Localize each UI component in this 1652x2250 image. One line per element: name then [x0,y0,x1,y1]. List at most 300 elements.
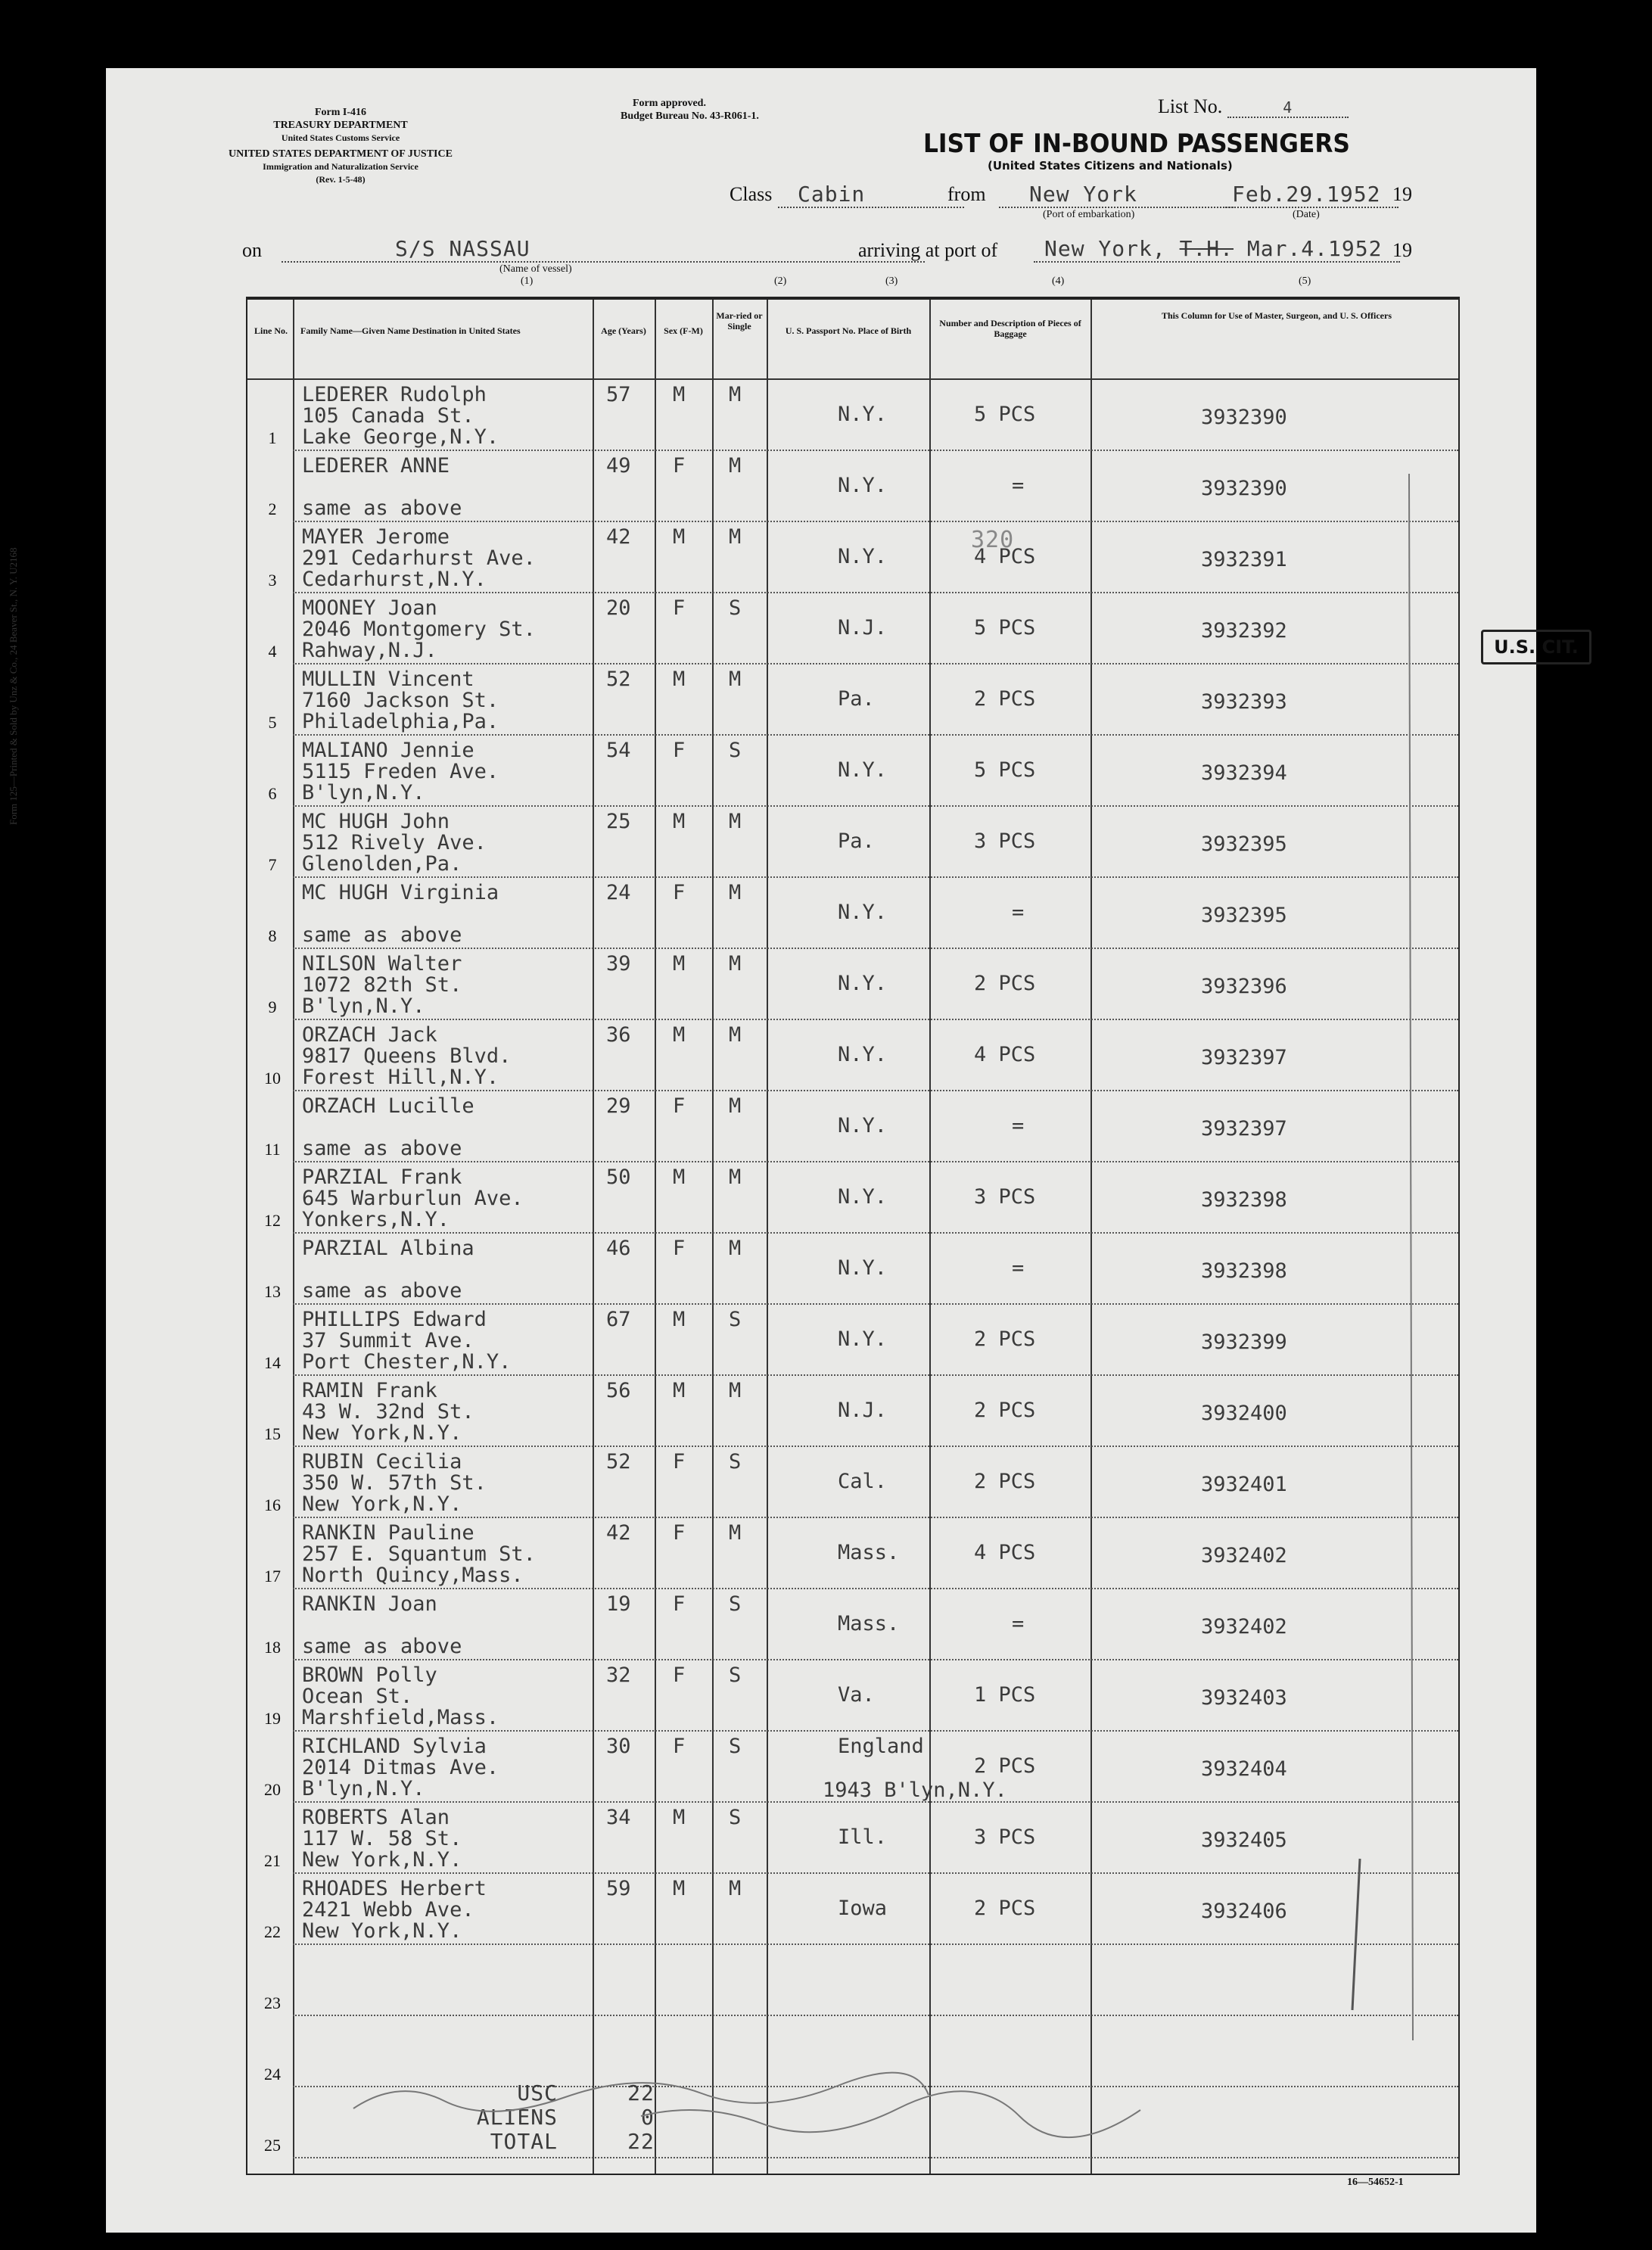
table-row [247,593,1458,664]
cell-name-line: LEDERER ANNE [302,454,450,478]
cell-marital-status: M [729,1521,742,1545]
cell-addr-line2: B'lyn,N.Y. [302,1777,425,1800]
cell-name-line: RHOADES Herbert [302,1877,487,1900]
line-number: 9 [268,997,277,1016]
cell-addr-line1: 257 E. Squantum St. [302,1542,536,1566]
table-row [247,736,1458,807]
cell-sex: M [673,1806,686,1829]
cell-addr-line2: Lake George,N.Y. [302,425,499,449]
vessel-name: S/S NASSAU [282,236,925,263]
cell-sex: F [673,454,686,478]
cell-baggage: 2 PCS [974,972,1036,995]
cell-addr-line2: New York,N.Y. [302,1919,462,1943]
cell-addr-line1: 350 W. 57th St. [302,1471,487,1495]
line-number: 4 [268,642,277,661]
cell-name-line: RANKIN Joan [302,1592,437,1616]
cell-addr-line2: same as above [302,923,462,947]
class-value: Cabin [778,182,964,208]
col-num-4: (4) [1052,275,1065,287]
cell-baggage: = [1012,1256,1025,1280]
cell-addr-line1: 645 Warburlun Ave. [302,1187,524,1210]
vessel-caption: (Name of vessel) [499,263,572,275]
aliens-label: ALIENS [476,2105,558,2130]
cell-baggage: = [1012,1114,1025,1137]
cell-age: 46 [606,1237,631,1260]
cell-birthplace: N.Y. [838,403,888,426]
cell-age: 20 [606,596,631,620]
table-row [247,1874,1458,1945]
col-age: Age (Years) [601,325,646,336]
date-caption: (Date) [1293,209,1320,220]
cell-addr-line2: Marshfield,Mass. [302,1706,499,1729]
table-row [247,1518,1458,1589]
treasury-dept: TREASURY DEPARTMENT [273,120,408,131]
form-number: Form I-416 [314,107,367,118]
cell-birthplace: N.Y. [838,1114,888,1137]
cell-addr-line2: New York,N.Y. [302,1848,462,1872]
cell-birthplace: N.Y. [838,545,888,568]
usc-count: 22 [627,2080,655,2105]
cell-name-line: MULLIN Vincent [302,668,474,691]
cell-addr-line1: 2046 Montgomery St. [302,618,536,641]
cell-birthplace: England [838,1735,924,1758]
line-number: 3 [268,571,277,590]
cell-birthplace: Cal. [838,1470,888,1493]
class-label: Class [730,183,773,205]
cell-age: 19 [606,1592,631,1616]
table-row [247,451,1458,522]
cell-marital-status: S [729,1308,742,1331]
form-page [8,68,1579,2233]
cell-officer-number: 3932403 [1201,1686,1287,1710]
cell-birthplace: Mass. [838,1612,900,1635]
cell-sex: M [673,383,686,406]
cell-officer-number: 3932400 [1201,1402,1287,1425]
col-num-5: (5) [1299,275,1311,287]
cell-officer-number: 3932401 [1201,1473,1287,1496]
cell-baggage: = [1012,901,1025,924]
line-number: 20 [264,1780,281,1799]
cell-officer-number: 3932390 [1201,406,1287,429]
table-row [247,878,1458,949]
cell-marital-status: S [729,1592,742,1616]
cell-name-line: ORZACH Lucille [302,1094,474,1118]
table-row [247,1305,1458,1376]
cell-sex: M [673,668,686,691]
cell-sex: M [673,1165,686,1189]
arrival-port-date [1034,236,1400,263]
cell-sex: F [673,1521,686,1545]
cell-sex: F [673,1450,686,1474]
line-number: 16 [264,1495,281,1514]
cell-marital-status: S [729,1450,742,1474]
cell-officer-number: 3932396 [1201,975,1287,998]
cell-addr-line2: B'lyn,N.Y. [302,994,425,1018]
cell-age: 56 [606,1379,631,1402]
cell-marital-status: M [729,1165,742,1189]
cell-marital-status: M [729,1237,742,1260]
printer-imprint: Form 125—Printed & Sold by Unz & Co., 24 Beaver St., N. Y. U2168 [8,547,19,825]
cell-sex: M [673,952,686,976]
cell-addr-line2: Yonkers,N.Y. [302,1208,450,1231]
vessel-col-num: (1) [521,275,534,287]
line-number: 23 [264,1993,281,2012]
table-row [247,1091,1458,1162]
cell-age: 30 [606,1735,631,1758]
cell-marital-status: S [729,1663,742,1687]
cell-sex: F [673,1592,686,1616]
cell-baggage: = [1012,474,1025,497]
cell-baggage: 2 PCS [974,1754,1036,1778]
cell-name-line: NILSON Walter [302,952,462,976]
table-row [247,522,1458,593]
list-no-value: 4 [1227,98,1349,118]
aliens-count: 0 [641,2105,655,2130]
cell-officer-number: 3932398 [1201,1259,1287,1283]
cell-marital-status: M [729,1023,742,1047]
cell-addr-line2: same as above [302,1137,462,1160]
cell-baggage: 3 PCS [974,1825,1036,1849]
departure-date: Feb.29.1952 [1223,182,1398,208]
cell-birthplace: Iowa [838,1897,888,1920]
cell-baggage: 4 PCS [974,1541,1036,1564]
cell-baggage: 4 PCS [974,1043,1036,1066]
cell-sex: F [673,881,686,904]
total-label: TOTAL [490,2129,558,2154]
cell-age: 52 [606,668,631,691]
table-row [247,380,1458,451]
cell-marital-status: M [729,1094,742,1118]
cell-addr-line1: 5115 Freden Ave. [302,760,499,783]
cell-addr-line1: 2421 Webb Ave. [302,1898,474,1922]
totals-block [437,2081,655,2154]
list-no-label: List No. [1158,95,1223,117]
table-row [247,1162,1458,1234]
cell-officer-number: 3932390 [1201,477,1287,500]
form-agency-block [227,106,454,186]
cell-birthplace: N.Y. [838,1185,888,1209]
arriving-label: arriving at port of [858,239,998,261]
cell-name-line: PHILLIPS Edward [302,1308,487,1331]
line-number: 7 [268,855,277,874]
line-number: 1 [268,428,277,447]
cell-sex: F [673,739,686,762]
cell-addr-line1: 7160 Jackson St. [302,689,499,712]
cell-marital-status: S [729,1735,742,1758]
cell-sex: M [673,1308,686,1331]
customs-service: United States Customs Service [281,132,400,143]
cell-baggage: = [1012,1612,1025,1635]
arrival-date-suffix: 19 [1392,239,1412,261]
table-row [247,949,1458,1020]
cell-addr-line1: 291 Cedarhurst Ave. [302,546,536,570]
cell-addr-line1: 117 W. 58 St. [302,1827,462,1850]
cell-addr-line1: Ocean St. [302,1685,413,1708]
from-value: New York [999,182,1234,208]
cell-addr-line2: North Quincy,Mass. [302,1564,524,1587]
cell-baggage: 5 PCS [974,616,1036,640]
cell-addr-line1: 105 Canada St. [302,404,474,428]
justice-dept: UNITED STATES DEPARTMENT OF JUSTICE [229,148,453,160]
cell-marital-status: S [729,739,742,762]
cell-officer-number: 3932405 [1201,1828,1287,1852]
us-citizen-stamp: U.S. CIT. [1481,630,1591,664]
cell-birthplace: N.Y. [838,758,888,782]
cell-age: 36 [606,1023,631,1047]
cell-birthplace: N.Y. [838,1256,888,1280]
cell-addr-line1: 2014 Ditmas Ave. [302,1756,499,1779]
table-row [247,2087,1458,2158]
cell-age: 54 [606,739,631,762]
cell-addr-line2: same as above [302,1279,462,1302]
cell-marital-status: M [729,383,742,406]
on-label: on [242,239,262,261]
cell-birthplace: Va. [838,1683,875,1707]
cell-addr-line2: same as above [302,496,462,520]
cell-baggage: 2 PCS [974,1399,1036,1422]
cell-age: 50 [606,1165,631,1189]
total-count: 22 [627,2129,655,2154]
cell-name-line: ORZACH Jack [302,1023,437,1047]
cell-age: 24 [606,881,631,904]
cell-name-line: PARZIAL Albina [302,1237,474,1260]
table-row [247,1447,1458,1518]
cell-age: 57 [606,383,631,406]
cell-addr-line2: New York,N.Y. [302,1492,462,1516]
cell-name-line: RICHLAND Sylvia [302,1735,487,1758]
cell-baggage: 3 PCS [974,829,1036,853]
cell-name-line: MALIANO Jennie [302,739,474,762]
cell-birthplace: N.Y. [838,972,888,995]
line-number: 24 [264,2065,281,2084]
cell-name-line: RANKIN Pauline [302,1521,474,1545]
cell-addr-line1: 43 W. 32nd St. [302,1400,474,1424]
cell-birthplace: Pa. [838,687,875,711]
line-number: 17 [264,1567,281,1586]
line-number: 18 [264,1638,281,1657]
cell-baggage: 2 PCS [974,1470,1036,1493]
cell-sex: F [673,1237,686,1260]
cell-addr-line2: Forest Hill,N.Y. [302,1066,499,1089]
cell-sex: M [673,810,686,833]
form-revision: (Rev. 1-5-48) [316,174,366,185]
footer-code: 16—54652-1 [1347,2177,1404,2188]
cell-addr-line2: Glenolden,Pa. [302,852,462,876]
cell-birthplace: N.Y. [838,901,888,924]
budget-bureau: Budget Bureau No. 43-R061-1. [621,110,759,122]
cell-age: 67 [606,1308,631,1331]
col-num-2: (2) [774,275,787,287]
cell-baggage: 2 PCS [974,1897,1036,1920]
cell-officer-number: 3932402 [1201,1615,1287,1638]
line-number: 22 [264,1922,281,1941]
col-num-3: (3) [885,275,898,287]
cell-name-line: LEDERER Rudolph [302,383,487,406]
cell-sex: F [673,1735,686,1758]
cell-age: 52 [606,1450,631,1474]
cell-marital-status: S [729,596,742,620]
table-row [247,1660,1458,1732]
cell-addr-line2: Cedarhurst,N.Y. [302,568,487,591]
cell-addr-line2: same as above [302,1635,462,1658]
line-number: 8 [268,926,277,945]
line-number: 21 [264,1851,281,1870]
form-title: LIST OF IN-BOUND PASSENGERS [923,129,1350,159]
cell-addr-line2: Rahway,N.J. [302,639,437,662]
table-row [247,1020,1458,1091]
cell-baggage: 2 PCS [974,1327,1036,1351]
cell-baggage: 3 PCS [974,1185,1036,1209]
line-number: 12 [264,1211,281,1230]
cell-officer-number: 3932399 [1201,1330,1287,1354]
cell-baggage: 5 PCS [974,403,1036,426]
col-baggage: Number and Description of Pieces of Baggage [939,318,1081,339]
line-number: 2 [268,499,277,518]
cell-officer-number: 3932392 [1201,619,1287,643]
cell-birthplace: N.J. [838,1399,888,1422]
cell-birthplace: N.Y. [838,474,888,497]
cell-age: 42 [606,1521,631,1545]
passenger-table [246,297,1579,2175]
cell-addr-line1: 37 Summit Ave. [302,1329,474,1352]
cell-age: 59 [606,1877,631,1900]
approval-block [621,97,759,123]
arrival-date: Mar.4.1952 [1234,236,1383,261]
cell-baggage: 1 PCS [974,1683,1036,1707]
cell-marital-status: M [729,454,742,478]
line-number: 10 [264,1069,281,1088]
line-number: 19 [264,1709,281,1728]
cell-sex: M [673,1877,686,1900]
line-number: 11 [264,1140,281,1159]
table-row [247,2016,1458,2087]
cell-sex: M [673,525,686,549]
cell-age: 25 [606,810,631,833]
cell-sex: F [673,1663,686,1687]
cell-baggage: 2 PCS [974,687,1036,711]
cell-marital-status: M [729,668,742,691]
table-row [247,807,1458,878]
cell-marital-status: M [729,881,742,904]
cell-name-line: MAYER Jerome [302,525,450,549]
cell-sex: F [673,1094,686,1118]
table-row [247,1376,1458,1447]
cell-addr-line2: Port Chester,N.Y. [302,1350,512,1374]
cell-officer-number: 3932404 [1201,1757,1287,1781]
cell-officer-number: 3932398 [1201,1188,1287,1212]
cell-officer-number: 3932406 [1201,1900,1287,1923]
table-row [247,1234,1458,1305]
col-sex: Sex (F-M) [664,325,703,336]
cell-officer-number: 3932391 [1201,548,1287,571]
cell-age: 34 [606,1806,631,1829]
cell-birthplace: Ill. [838,1825,888,1849]
cell-birthplace: N.Y. [838,1327,888,1351]
cell-marital-status: M [729,1379,742,1402]
cell-name-line: MC HUGH Virginia [302,881,499,904]
line-number: 5 [268,713,277,732]
ins-service: Immigration and Naturalization Service [263,161,418,172]
cell-addr-line2: Philadelphia,Pa. [302,710,499,733]
col-passport: U. S. Passport No. Place of Birth [785,325,912,336]
line-number: 15 [264,1424,281,1443]
cell-name-line: ROBERTS Alan [302,1806,450,1829]
cell-age: 42 [606,525,631,549]
cell-age: 32 [606,1663,631,1687]
table-row [247,1589,1458,1660]
cell-marital-status: M [729,810,742,833]
cell-officer-number: 3932393 [1201,690,1287,714]
cell-addr-line1: 1072 82th St. [302,973,462,997]
cell-marital-status: M [729,525,742,549]
cell-sex: M [673,1379,686,1402]
cell-marital-status: S [729,1806,742,1829]
cell-birthplace: Pa. [838,829,875,853]
table-row [247,1803,1458,1874]
col-officers: This Column for Use of Master, Surgeon, and U. S. Officers [1161,310,1392,321]
cell-name-line: PARZIAL Frank [302,1165,462,1189]
table-row [247,664,1458,736]
cell-addr-line2: B'lyn,N.Y. [302,781,425,804]
cell-addr-line2: New York,N.Y. [302,1421,462,1445]
cell-name-line: RUBIN Cecilia [302,1450,462,1474]
cell-name-line: RAMIN Frank [302,1379,437,1402]
col-name: Family Name—Given Name Destination in United States [300,325,521,336]
form-subtitle: (United States Citizens and Nationals) [988,159,1233,173]
cell-age: 39 [606,952,631,976]
cell-officer-number: 3932394 [1201,761,1287,785]
usc-label: USC [517,2080,558,2105]
handwritten-note: 320 [971,527,1015,553]
cell-officer-number: 3932397 [1201,1117,1287,1141]
arrival-strikeout: T.H. [1179,236,1234,261]
cell-officer-number: 3932395 [1201,832,1287,856]
line-number: 6 [268,784,277,803]
from-label: from [947,183,986,205]
cell-addr-line1: 512 Rively Ave. [302,831,487,854]
cell-sex: M [673,1023,686,1047]
line-number: 14 [264,1353,281,1372]
cell-name-line: BROWN Polly [302,1663,437,1687]
cell-age: 49 [606,454,631,478]
table-row [247,1732,1458,1803]
line-number: 25 [264,2136,281,2155]
departure-date-suffix: 19 [1392,183,1412,205]
col-line-no: Line No. [254,325,288,336]
line-number: 13 [264,1282,281,1301]
list-number-block [1158,95,1349,118]
cell-name-line: MC HUGH John [302,810,450,833]
cell-baggage: 4 PCS [974,545,1036,568]
cell-age: 29 [606,1094,631,1118]
cell-officer-number: 3932395 [1201,904,1287,927]
cell-addr-line1: 9817 Queens Blvd. [302,1044,512,1068]
cell-baggage: 5 PCS [974,758,1036,782]
form-approved: Form approved. [633,98,706,109]
cell-name-line: MOONEY Joan [302,596,437,620]
cell-birthplace: Mass. [838,1541,900,1564]
cell-officer-number: 3932397 [1201,1046,1287,1069]
cell-sex: F [673,596,686,620]
cell-birthplace: N.Y. [838,1043,888,1066]
arrival-port: New York, [1044,236,1180,261]
col-married: Mar-ried or Single [716,310,763,331]
cell-marital-status: M [729,952,742,976]
cell-officer-number: 3932402 [1201,1544,1287,1567]
port-embarkation-caption: (Port of embarkation) [1043,209,1135,220]
cell-marital-status: M [729,1877,742,1900]
cell-birthplace: N.J. [838,616,888,640]
